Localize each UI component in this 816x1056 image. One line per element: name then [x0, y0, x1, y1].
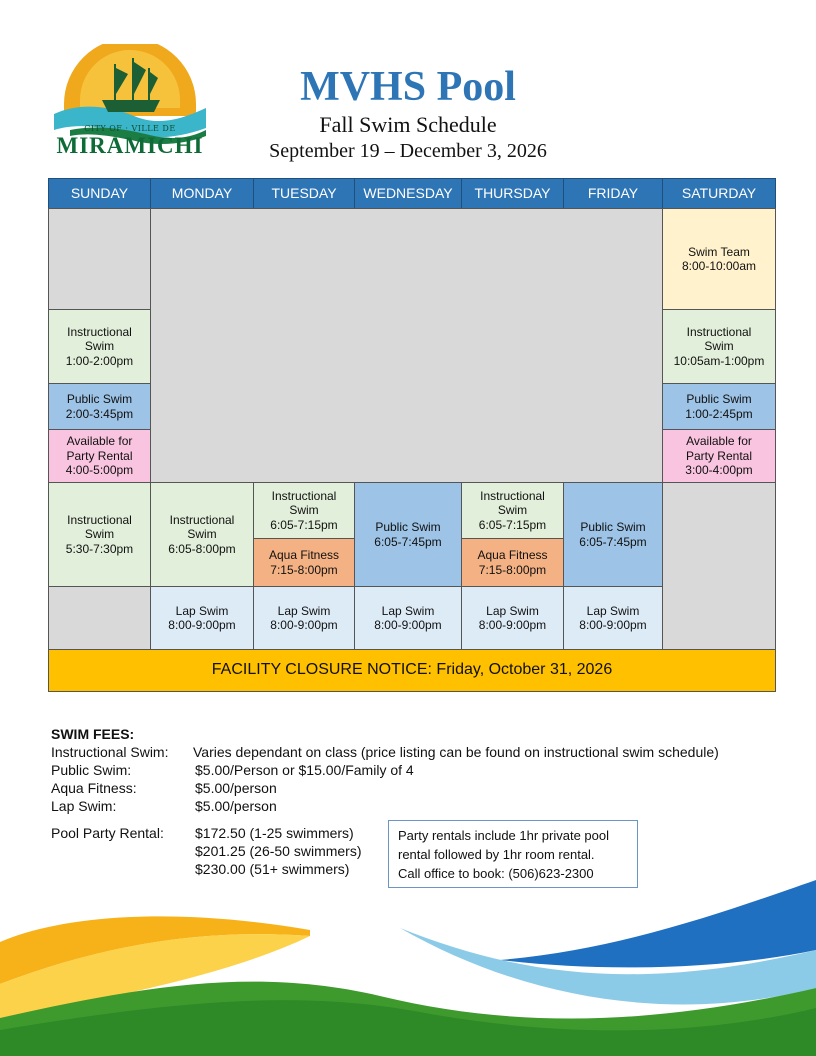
saturday-swim-team: Swim Team 8:00-10:00am: [662, 208, 776, 310]
wednesday-public-swim: Public Swim 6:05-7:45pm: [354, 482, 462, 587]
note-line: Party rentals include 1hr private pool: [398, 828, 610, 843]
logo-city-name: MIRAMICHI: [56, 133, 204, 158]
closed-cell: [48, 586, 151, 650]
party-fee-value: $230.00 (51+ swimmers): [195, 861, 350, 877]
thursday-aqua-fitness: Aqua Fitness 7:15-8:00pm: [461, 538, 564, 587]
party-fee-value: $172.50 (1-25 swimmers): [195, 825, 354, 841]
tuesday-lap-swim: Lap Swim 8:00-9:00pm: [253, 586, 355, 650]
day-header-tuesday: TUESDAY: [253, 178, 355, 209]
sunday-party-rental: Available for Party Rental 4:00-5:00pm: [48, 429, 151, 483]
saturday-party-rental: Available for Party Rental 3:00-4:00pm: [662, 429, 776, 483]
party-rental-note: [388, 820, 638, 888]
fee-value: $5.00/person: [195, 798, 277, 814]
decorative-waves: [0, 880, 816, 1056]
party-fee-label: Pool Party Rental:: [51, 825, 164, 841]
tuesday-instructional-swim: Instructional Swim 6:05-7:15pm: [253, 482, 355, 539]
day-header-wednesday: WEDNESDAY: [354, 178, 462, 209]
friday-public-swim: Public Swim 6:05-7:45pm: [563, 482, 663, 587]
day-header-friday: FRIDAY: [563, 178, 663, 209]
fee-value: $5.00/person: [195, 780, 277, 796]
friday-lap-swim: Lap Swim 8:00-9:00pm: [563, 586, 663, 650]
sunday-instructional-swim: Instructional Swim 1:00-2:00pm: [48, 309, 151, 384]
facility-closure-notice: FACILITY CLOSURE NOTICE: Friday, October 31, 2026: [48, 649, 776, 692]
swim-fees-title: SWIM FEES:: [51, 726, 135, 742]
monday-lap-swim: Lap Swim 8:00-9:00pm: [150, 586, 254, 650]
logo-subtitle: CITY OF · VILLE DE: [84, 124, 176, 133]
weekday-closed-block: [150, 208, 663, 483]
note-line: rental followed by 1hr room rental.: [398, 847, 595, 862]
thursday-lap-swim: Lap Swim 8:00-9:00pm: [461, 586, 564, 650]
fee-label: Public Swim:: [51, 762, 132, 778]
page-subtitle: Fall Swim Schedule: [319, 112, 497, 137]
note-line: Call office to book: (506)623-2300: [398, 866, 594, 881]
thursday-instructional-swim: Instructional Swim 6:05-7:15pm: [461, 482, 564, 539]
tuesday-aqua-fitness: Aqua Fitness 7:15-8:00pm: [253, 538, 355, 587]
fee-label: Aqua Fitness:: [51, 780, 137, 796]
monday-instructional-swim: Instructional Swim 6:05-8:00pm: [150, 482, 254, 587]
day-header-monday: MONDAY: [150, 178, 254, 209]
day-header-saturday: SATURDAY: [662, 178, 776, 209]
wednesday-lap-swim: Lap Swim 8:00-9:00pm: [354, 586, 462, 650]
schedule-table: [48, 178, 776, 692]
fee-value: $5.00/Person or $15.00/Family of 4: [195, 762, 414, 778]
fee-label: Lap Swim:: [51, 798, 117, 814]
day-header-thursday: THURSDAY: [461, 178, 564, 209]
fee-label: Instructional Swim:: [51, 744, 169, 760]
saturday-instructional-swim: Instructional Swim 10:05am-1:00pm: [662, 309, 776, 384]
sunday-evening-instructional-swim: Instructional Swim 5:30-7:30pm: [48, 482, 151, 587]
saturday-public-swim: Public Swim 1:00-2:45pm: [662, 383, 776, 430]
party-fee-value: $201.25 (26-50 swimmers): [195, 843, 362, 859]
sunday-public-swim: Public Swim 2:00-3:45pm: [48, 383, 151, 430]
closed-cell: [48, 208, 151, 310]
closed-cell: [662, 482, 776, 650]
day-header-sunday: SUNDAY: [48, 178, 151, 209]
fee-value: Varies dependant on class (price listing can be found on instructional swim schedule): [193, 744, 719, 760]
schedule-dates: September 19 – December 3, 2026: [269, 140, 547, 162]
page-title: MVHS Pool: [300, 64, 516, 110]
